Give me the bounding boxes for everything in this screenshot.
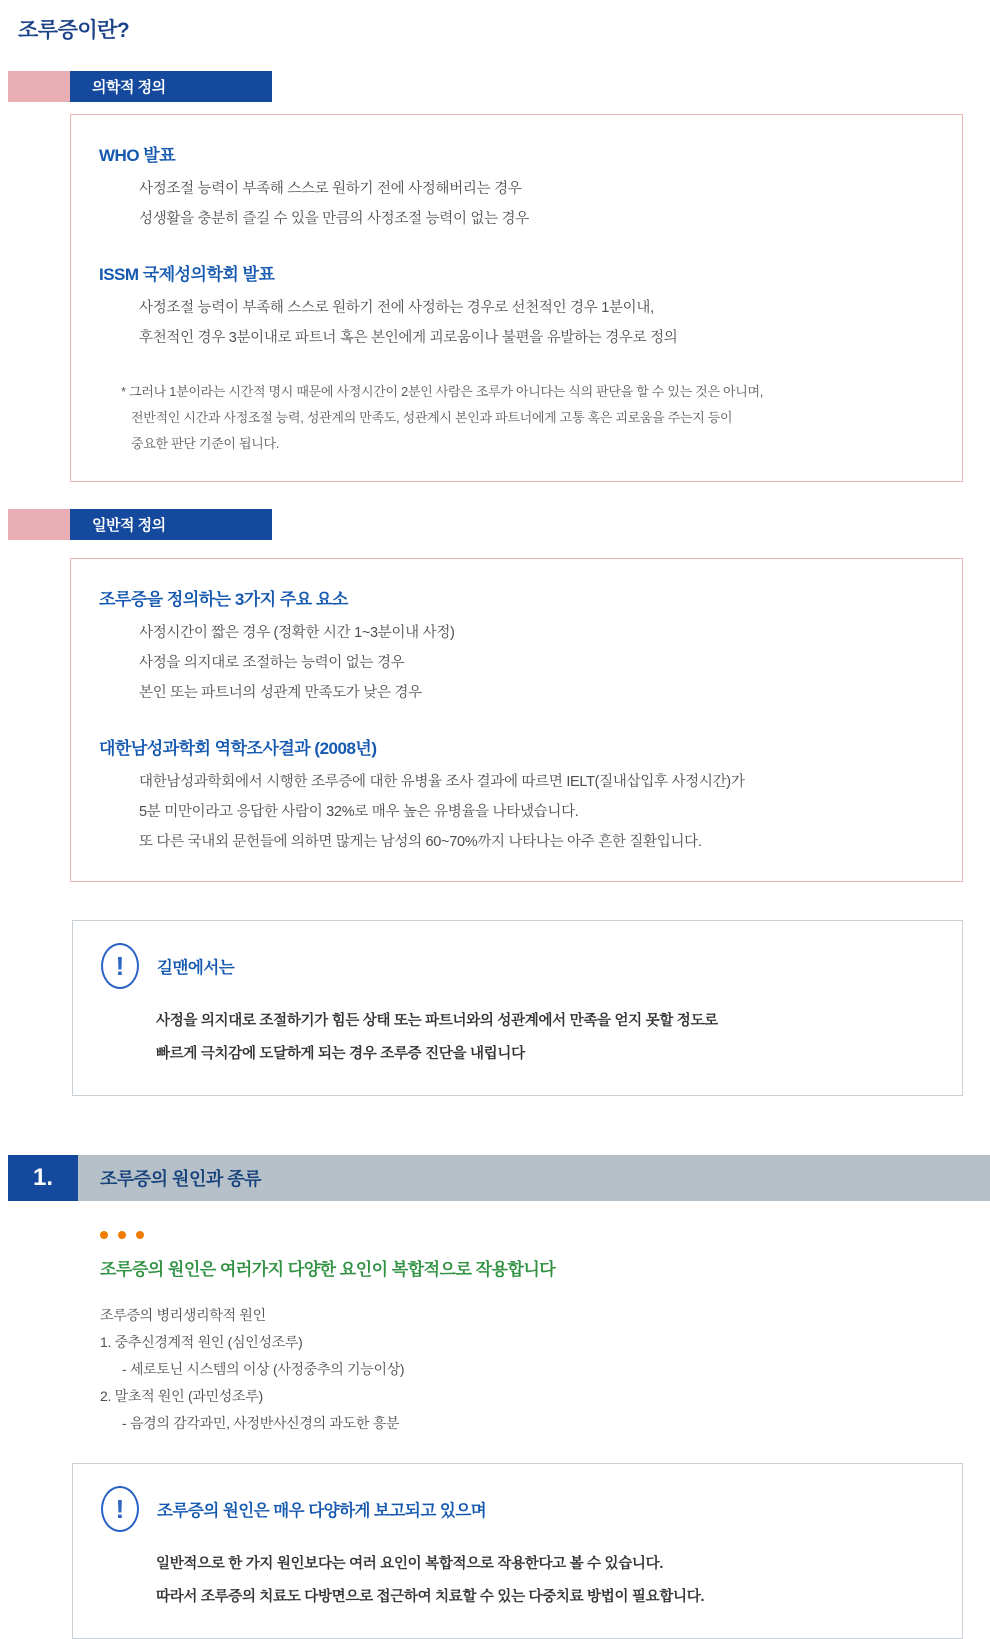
text-line: 대한남성과학회에서 시행한 조루증에 대한 유병율 조사 결과에 따르면 IELT(질내삽입후 사정시간)가 [139, 774, 745, 790]
text-line: 사정조절 능력이 부족해 스스로 원하기 전에 사정하는 경우로 선천적인 경우 1분이내, [139, 300, 654, 316]
section-header-medical [0, 71, 990, 102]
text-line: 2. 말초적 원인 (과민성조루) [100, 1388, 263, 1404]
causes-callout-box [72, 1463, 963, 1639]
text-line: 중요한 판단 기준이 됩니다. [131, 436, 280, 451]
text-line: 일반적으로 한 가지 원인보다는 여러 요인이 복합적으로 작용한다고 볼 수 있습니다. [156, 1556, 664, 1572]
page-title: 조루증이란? [18, 19, 130, 42]
gilman-lines [156, 1005, 932, 1071]
causes-green-heading: 조루증의 원인은 여러가지 다양한 요인이 복합적으로 작용합니다 [100, 1260, 556, 1279]
section-1-title: 조루증의 원인과 종류 [78, 1155, 990, 1201]
medical-definition-box [70, 114, 963, 482]
survey-heading: 대한남성과학회 역학조사결과 (2008년) [99, 739, 377, 758]
text-line: 빠르게 극치감에 도달하게 되는 경우 조루증 진단을 내립니다 [156, 1046, 525, 1062]
causes-list [100, 1302, 990, 1437]
section-header-general [0, 509, 990, 540]
who-lines [139, 174, 932, 234]
issm-lines [139, 293, 932, 353]
text-line: - 음경의 감각과민, 사정반사신경의 과도한 흥분 [122, 1415, 400, 1431]
text-line: 전반적인 시간과 사정조절 능력, 성관계의 만족도, 성관계시 본인과 파트너에게 고통 혹은 괴로움을 주는지 등이 [131, 410, 733, 425]
text-line: 1. 중추신경계적 원인 (심인성조루) [100, 1334, 303, 1350]
section-header-label: 의학적 정의 [70, 71, 272, 102]
issm-group [99, 260, 932, 353]
callout-head [101, 943, 932, 989]
pink-accent-block [8, 509, 70, 540]
text-line: - 세로토닌 시스템의 이상 (사정중추의 기능이상) [122, 1361, 405, 1377]
exclamation-icon: ! [101, 943, 139, 989]
text-line: 본인 또는 파트너의 성관계 만족도가 낮은 경우 [139, 685, 422, 701]
text-line: 사정을 의지대로 조절하기가 힘든 상태 또는 파트너와의 성관계에서 만족을 얻지 못할 정도로 [156, 1013, 718, 1029]
text-line: * 그러나 1분이라는 시간적 명시 때문에 사정시간이 2분인 사람은 조루가 아니다는 식의 판단을 할 수 있는 것은 아니며, [121, 384, 764, 399]
gilman-callout-box [72, 920, 963, 1096]
text-line: 성생활을 충분히 즐길 수 있을 만큼의 사정조절 능력이 없는 경우 [139, 211, 529, 227]
general-definition-box [70, 558, 963, 882]
gilman-heading: 길맨에서는 [157, 959, 235, 977]
survey-lines [139, 767, 932, 857]
dot-icon [136, 1231, 144, 1239]
text-line: 후천적인 경우 3분이내로 파트너 혹은 본인에게 괴로움이나 불편을 유발하는 경우로 정의 [139, 330, 678, 346]
causes-callout-lines [156, 1548, 932, 1614]
section-number: 1. [8, 1155, 78, 1201]
issm-heading: ISSM 국제성의학회 발표 [99, 265, 275, 284]
text-line: 사정을 의지대로 조절하는 능력이 없는 경우 [139, 655, 405, 671]
dot-icon [100, 1231, 108, 1239]
section-1-bar [0, 1155, 990, 1201]
medical-note [121, 379, 932, 457]
text-line: 또 다른 국내외 문헌들에 의하면 많게는 남성의 60~70%까지 나타나는 아주 흔한 질환입니다. [139, 834, 702, 850]
text-line: 사정시간이 짧은 경우 (정확한 시간 1~3분이내 사정) [139, 625, 455, 641]
elements-lines [139, 618, 932, 708]
who-heading: WHO 발표 [99, 146, 176, 165]
callout-head [101, 1486, 932, 1532]
who-group [99, 141, 932, 234]
survey-group [99, 734, 932, 857]
pink-accent-block [8, 71, 70, 102]
orange-dots [100, 1231, 990, 1239]
elements-group [99, 585, 932, 708]
dot-icon [118, 1231, 126, 1239]
exclamation-icon: ! [101, 1486, 139, 1532]
elements-heading: 조루증을 정의하는 3가지 주요 요소 [99, 590, 348, 609]
text-line: 조루증의 병리생리학적 원인 [100, 1307, 266, 1323]
text-line: 사정조절 능력이 부족해 스스로 원하기 전에 사정해버리는 경우 [139, 181, 522, 197]
section-header-label: 일반적 정의 [70, 509, 272, 540]
text-line: 5분 미만이라고 응답한 사람이 32%로 매우 높은 유병율을 나타냈습니다. [139, 804, 579, 820]
text-line: 따라서 조루증의 치료도 다방면으로 접근하여 치료할 수 있는 다중치료 방법이 필요합니다. [156, 1589, 705, 1605]
causes-callout-heading: 조루증의 원인은 매우 다양하게 보고되고 있으며 [157, 1502, 487, 1520]
